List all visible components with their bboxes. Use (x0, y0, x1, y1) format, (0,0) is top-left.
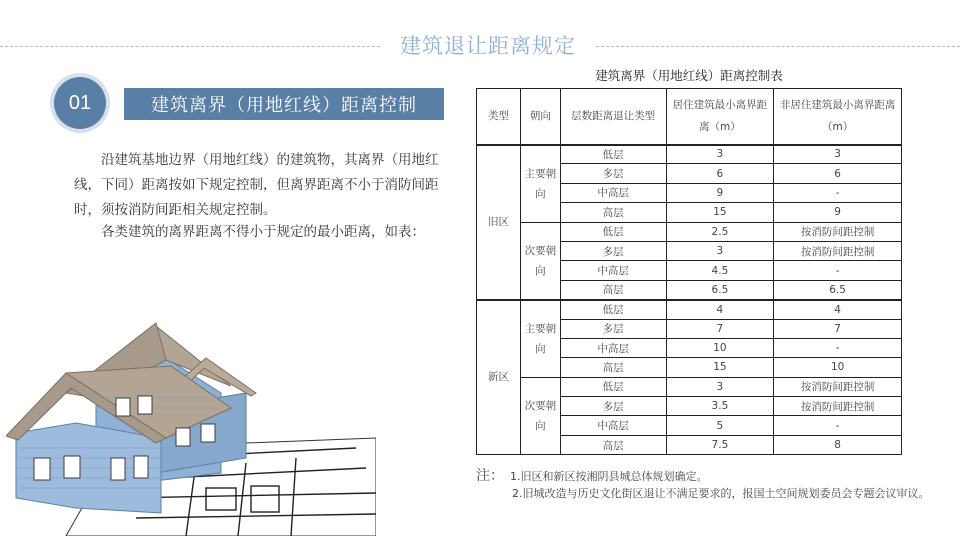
floors-cell: 高层 (560, 358, 666, 377)
page-title: 建筑退让距离规定 (400, 34, 576, 58)
floors-cell: 高层 (560, 435, 666, 454)
table-header-row (477, 89, 902, 145)
table-row (477, 145, 902, 164)
group-type-old: 旧区 (477, 145, 521, 300)
res-cell: 10 (666, 338, 774, 357)
res-cell: 3 (666, 241, 774, 260)
group-type-new: 新区 (477, 300, 521, 455)
res-cell: 3.5 (666, 397, 774, 416)
nonres-cell: 6.5 (774, 280, 902, 299)
header-nonresidential: 非居住建筑最小离界距离（m） (774, 89, 902, 145)
res-cell: 3 (666, 145, 774, 164)
nonres-cell: - (774, 338, 902, 357)
floors-cell: 高层 (560, 203, 666, 222)
res-cell: 15 (666, 203, 774, 222)
floors-cell: 低层 (560, 145, 666, 164)
paragraph-1: 沿建筑基地边界（用地红线）的建筑物，其离界（用地红线，下同）距离按如下规定控制，但离界距离不小于消防间距时，须按消防间距相关规定控制。 (74, 152, 439, 218)
header-divider-right (596, 46, 960, 47)
table-row (477, 377, 902, 396)
header-orientation: 朝向 (520, 89, 560, 145)
res-cell: 9 (666, 183, 774, 202)
nonres-cell: 按消防间距控制 (774, 222, 902, 241)
note-1 (476, 465, 708, 485)
res-cell: 5 (666, 416, 774, 435)
floors-cell: 多层 (560, 164, 666, 183)
res-cell: 3 (666, 377, 774, 396)
table-row (477, 222, 902, 241)
nonres-cell: 10 (774, 358, 902, 377)
setback-table (476, 88, 902, 455)
nonres-cell: 按消防间距控制 (774, 397, 902, 416)
header-type: 类型 (477, 89, 521, 145)
table-title: 建筑离界（用地红线）距离控制表 (595, 68, 783, 83)
floors-cell: 中高层 (560, 261, 666, 280)
floors-cell: 多层 (560, 319, 666, 338)
nonres-cell: - (774, 183, 902, 202)
floors-cell: 高层 (560, 280, 666, 299)
header-residential: 居住建筑最小离界距离（m） (666, 89, 774, 145)
floors-cell: 中高层 (560, 416, 666, 435)
nonres-cell: - (774, 261, 902, 280)
nonres-cell: 4 (774, 300, 902, 319)
floors-cell: 中高层 (560, 338, 666, 357)
res-cell: 7.5 (666, 435, 774, 454)
floors-cell: 中高层 (560, 183, 666, 202)
note-label: 注： (476, 468, 504, 484)
floors-cell: 多层 (560, 241, 666, 260)
nonres-cell: 9 (774, 203, 902, 222)
floors-cell: 低层 (560, 300, 666, 319)
res-cell: 4 (666, 300, 774, 319)
floors-cell: 低层 (560, 222, 666, 241)
nonres-cell: - (774, 416, 902, 435)
header-floors: 层数距离退让类型 (560, 89, 666, 145)
res-cell: 7 (666, 319, 774, 338)
nonres-cell: 3 (774, 145, 902, 164)
nonres-cell: 按消防间距控制 (774, 377, 902, 396)
paragraph-2: 各类建筑的离界距离不得小于规定的最小距离，如表： (101, 224, 425, 240)
res-cell: 6 (666, 164, 774, 183)
section-title: 建筑离界（用地红线）距离控制 (124, 88, 444, 120)
section-number-badge: 01 (54, 77, 106, 129)
nonres-cell: 7 (774, 319, 902, 338)
res-cell: 15 (666, 358, 774, 377)
header-divider-left (0, 46, 380, 47)
res-cell: 6.5 (666, 280, 774, 299)
nonres-cell: 8 (774, 435, 902, 454)
res-cell: 4.5 (666, 261, 774, 280)
orientation-label: 次要朝向 (520, 222, 560, 300)
note-1-text: 1.旧区和新区按湘阴县城总体规划确定。 (510, 470, 708, 483)
orientation-label: 主要朝向 (520, 145, 560, 223)
floors-cell: 低层 (560, 377, 666, 396)
floors-cell: 多层 (560, 397, 666, 416)
orientation-label: 次要朝向 (520, 377, 560, 455)
table-row (477, 300, 902, 319)
res-cell: 2.5 (666, 222, 774, 241)
note-2: 2.旧城改造与历史文化街区退让不满足要求的，报国土空间规划委员会专题会议审议。 (512, 487, 930, 500)
nonres-cell: 按消防间距控制 (774, 241, 902, 260)
nonres-cell: 6 (774, 164, 902, 183)
orientation-label: 主要朝向 (520, 300, 560, 378)
house-blueprint-illustration (6, 298, 376, 536)
